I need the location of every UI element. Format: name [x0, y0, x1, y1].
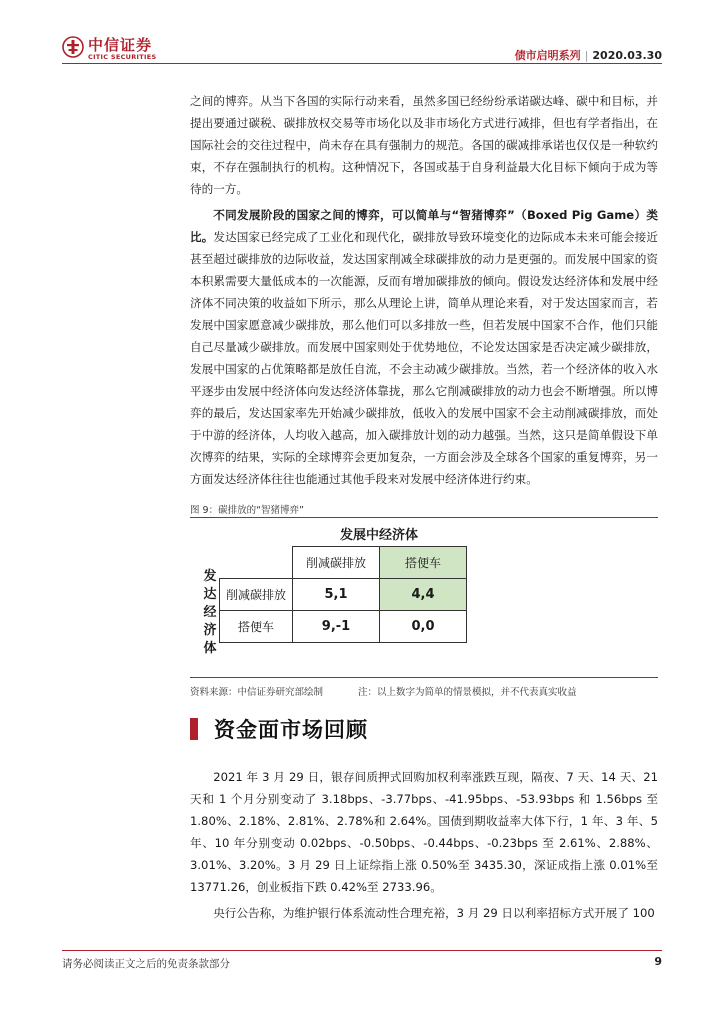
figure-note: 注：以上数字为简单的情景模拟，并不代表真实收益 [358, 687, 577, 698]
row-title-char: 发 [203, 569, 217, 584]
payoff-cell: 0,0 [380, 611, 467, 643]
paragraph-text: 央行公告称，为维护银行体系流动性合理充裕，3 月 29 日以利率招标方式开展了 100 [213, 906, 655, 920]
payoff-col-header: 搭便车 [380, 547, 467, 579]
payoff-col-header: 削减碳排放 [293, 547, 380, 579]
logo-chinese-name: 中信证券 [88, 36, 153, 54]
paragraph-text: 2021 年 3 月 29 日，银存间质押式回购加权利率涨跌互现，隔夜、7 天、14 天、21 天和 1 个月分别变动了 3.18bps、-3.77bps、-41.95bps、-53.93bps 和 1.56bps 至 1.80%、2.18%、2.81%、2.78%和 2.64%。国债到期收益率大体下行，1 年、3 年、5 年、10 年分别变动 0.02bps、-0.50bps、-0.44bps、-0.23bps 至 2.61%、2.88%、3.01%、3.20%。3 月 29 日上证综指上涨 0.50%至 3435.30，深证成指上涨 0.01%至 13771.26，创业板指下跌 0.42%至 2733.96。 [190, 770, 658, 894]
payoff-row-header: 搭便车 [220, 611, 293, 643]
section-title: 资金面市场回顾 [214, 718, 368, 742]
payoff-column-title: 发展中经济体 [339, 528, 418, 543]
payoff-corner [220, 547, 293, 579]
payoff-row-title [200, 568, 220, 658]
payoff-cell-highlighted: 4,4 [380, 579, 467, 611]
body-paragraph-3 [190, 766, 658, 898]
figure-caption: 图 9：碳排放的“智猪博弈” [190, 505, 304, 516]
footer-divider [62, 950, 662, 951]
citic-logo-icon [62, 36, 84, 58]
row-title-char: 经 [203, 605, 217, 620]
payoff-row-header: 削减碳排放 [220, 579, 293, 611]
paragraph-lead-bold: 不同发展阶段的国家之间的博弈，可以简单与“智猪博弈”（Boxed Pig Game）类比。 [190, 208, 658, 244]
row-title-char: 济 [203, 623, 217, 638]
paragraph-text: 之间的博弈。从当下各国的实际行动来看，虽然多国已经纷纷承诺碳达峰、碳中和目标，并提出要通过碳税、碳排放权交易等市场化以及非市场化方式进行减排，但也有学者指出，在国际社会的交往过程中，尚未存在具有强制力的规范。各国的碳减排承诺也仅仅是一种软约束，不存在强制执行的机构。这种情况下，各国或基于自身利益最大化目标下倾向于成为等待的一方。 [190, 94, 658, 196]
payoff-cell: 9,-1 [293, 611, 380, 643]
payoff-row [220, 579, 467, 611]
payoff-header-row [220, 547, 467, 579]
logo-english-name: CITIC SECURITIES [88, 53, 157, 61]
payoff-matrix [219, 546, 467, 643]
row-title-char: 达 [203, 587, 217, 602]
figure-source: 资料来源：中信证券研究部绘制 [190, 687, 324, 698]
footer-disclaimer: 请务必阅读正文之后的免责条款部分 [62, 958, 230, 970]
figure-bottom-rule [190, 677, 658, 678]
page-number: 9 [654, 955, 662, 968]
report-header-meta [515, 47, 662, 63]
paragraph-text: 发达国家已经完成了工业化和现代化，碳排放导致环境变化的边际成本未来可能会接近甚至超过碳排放的边际收益，发达国家削减全球碳排放的动力是更强的。而发展中国家的资本积累需要大量低成本的一次能源，反而有增加碳排放的倾向。假设发达经济体和发展中经济体不同决策的收益如下所示，那么从理论上讲，简单从理论来看，对于发达国家而言，若发展中国家愿意减少碳排放，那么他们可以多排放一些，但若发展中国家不合作，他们只能自己尽量减少碳排放。而发展中国家则处于优势地位，不论发达国家是否决定减少碳排放，发展中国家的占优策略都是放任自流，不会主动减少碳排放。当然，若一个经济体的收入水平逐步由发展中经济体向发达经济体靠拢，那么它削减碳排放的动力也会不断增强。所以博弈的最后，发达国家率先开始减少碳排放，低收入的发展中国家不会主动削减碳排放，而处于中游的经济体，人均收入越高，加入碳排放计划的动力越强。当然，这只是简单假设下单次博弈的结果，实际的全球博弈会更加复杂，一方面会涉及全球各个国家的重复博弈，另一方面发达经济体往往也能通过其他手段来对发展中经济体进行约束。 [190, 230, 658, 486]
payoff-row [220, 611, 467, 643]
payoff-cell: 5,1 [293, 579, 380, 611]
figure-top-rule [190, 517, 658, 518]
body-paragraph-4 [190, 902, 658, 924]
row-title-char: 体 [203, 641, 217, 656]
body-paragraph-1 [190, 90, 658, 200]
citic-logo [62, 34, 182, 66]
report-date: 2020.03.30 [592, 49, 662, 62]
header-separator: | [584, 49, 589, 62]
header-divider [62, 63, 662, 64]
section-marker [190, 718, 198, 740]
report-series: 债市启明系列 [514, 49, 581, 62]
body-paragraph-2 [190, 204, 658, 490]
